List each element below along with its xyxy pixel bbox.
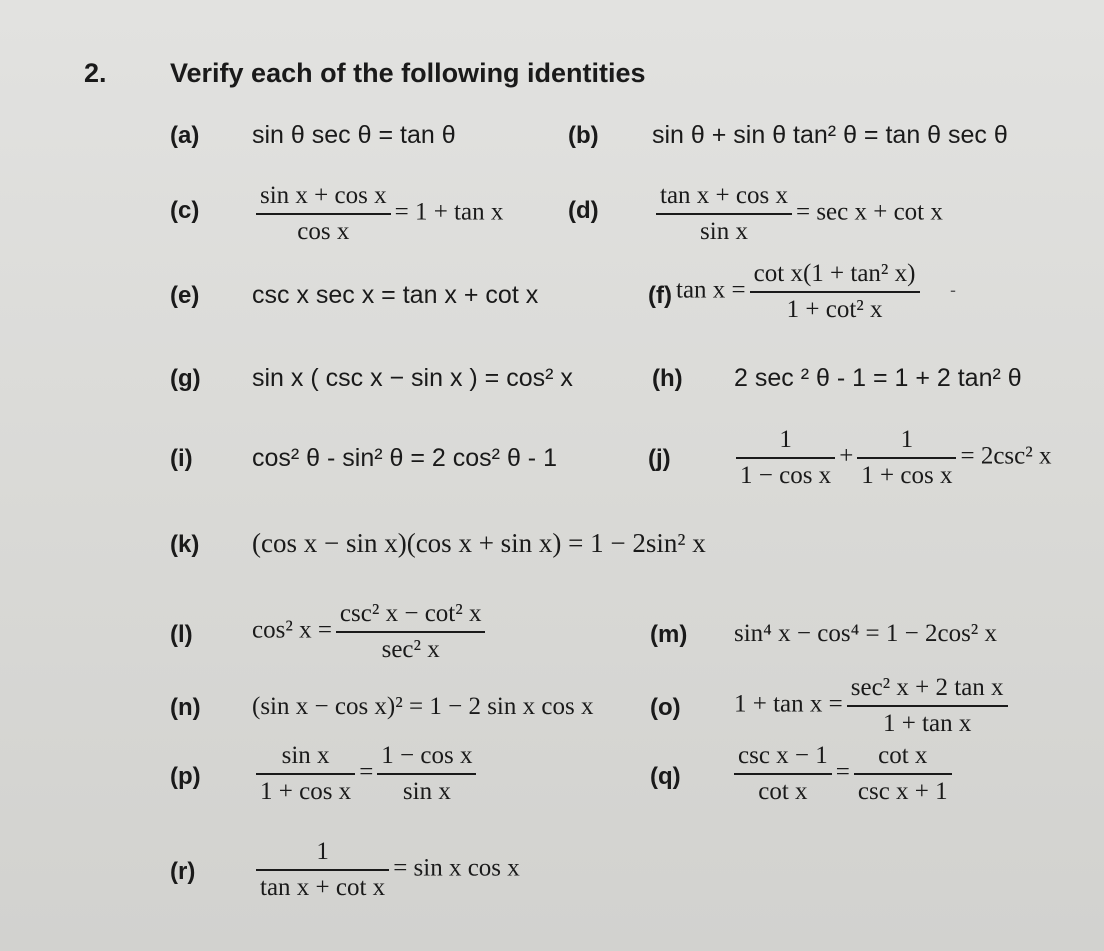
item-q-numerator-2: cot x: [854, 742, 952, 775]
item-p-denominator-1: 1 + cos x: [260, 778, 352, 805]
item-o-denominator: 1 + tan x: [882, 710, 972, 737]
item-q-numerator-1: csc x − 1: [734, 742, 832, 775]
item-o-fraction: [847, 674, 1008, 738]
item-p-label: (p): [170, 763, 201, 790]
problem-number: 2.: [84, 58, 107, 88]
item-h-equation: 2 sec ² θ - 1 = 1 + 2 tan² θ: [734, 364, 1022, 392]
item-j-equation: [732, 426, 1052, 490]
item-j-label: (j): [648, 445, 671, 472]
item-j-rhs: = 2csc² x: [960, 442, 1052, 470]
item-c-fraction: [256, 182, 391, 246]
item-o-equation: [734, 674, 1012, 738]
item-l-lhs: cos² x =: [252, 616, 332, 644]
item-r-equation: [252, 838, 520, 902]
item-i-label: (i): [170, 445, 193, 472]
item-f-label: (f): [648, 282, 672, 309]
item-a-equation: sin θ sec θ = tan θ: [252, 121, 456, 149]
item-c-denominator: cos x: [297, 218, 350, 245]
item-q-label: (q): [650, 763, 681, 790]
item-n-label: (n): [170, 694, 201, 721]
item-c-label: (c): [170, 197, 200, 224]
item-p-numerator-1: sin x: [256, 742, 355, 775]
item-r-numerator: 1: [256, 838, 389, 871]
item-q-fraction-1: [734, 742, 832, 806]
item-j-fraction-1: [736, 426, 835, 490]
item-i-equation: cos² θ - sin² θ = 2 cos² θ - 1: [252, 444, 557, 472]
item-d-equation: [652, 182, 943, 246]
item-l-equation: [252, 600, 489, 664]
item-o-lhs: 1 + tan x =: [734, 690, 843, 718]
item-r-label: (r): [170, 858, 196, 885]
item-c-equation: [252, 182, 503, 246]
item-r-rhs: = sin x cos x: [393, 854, 520, 882]
item-p-equals: =: [359, 758, 374, 786]
item-e-label: (e): [170, 282, 200, 309]
problem-title: Verify each of the following identities: [170, 58, 646, 88]
item-q-denominator-2: csc x + 1: [857, 778, 948, 805]
item-m-label: (m): [650, 621, 688, 648]
item-o-label: (o): [650, 694, 681, 721]
item-g-equation: sin x ( csc x − sin x ) = cos² x: [252, 364, 573, 392]
item-e-equation: csc x sec x = tan x + cot x: [252, 281, 539, 309]
item-c-rhs: = 1 + tan x: [394, 198, 504, 226]
item-b-label: (b): [568, 122, 599, 149]
item-j-denominator-2: 1 + cos x: [861, 462, 953, 489]
item-j-denominator-1: 1 − cos x: [740, 462, 832, 489]
item-r-fraction: [256, 838, 389, 902]
item-j-numerator-2: 1: [857, 426, 956, 459]
item-b-equation: sin θ + sin θ tan² θ = tan θ sec θ: [652, 121, 1008, 149]
item-d-rhs: = sec x + cot x: [795, 198, 943, 226]
item-j-plus: +: [839, 442, 854, 470]
stray-mark: -: [950, 280, 956, 300]
item-d-numerator: tan x + cos x: [656, 182, 792, 215]
item-d-denominator: sin x: [700, 218, 748, 245]
item-k-label: (k): [170, 531, 200, 558]
item-p-equation: [252, 742, 480, 806]
item-j-numerator-1: 1: [736, 426, 835, 459]
item-r-denominator: tan x + cot x: [260, 874, 386, 901]
item-k-equation: (cos x − sin x)(cos x + sin x) = 1 − 2sin² x: [252, 528, 706, 558]
item-g-label: (g): [170, 365, 201, 392]
item-d-fraction: [656, 182, 792, 246]
item-c-numerator: sin x + cos x: [256, 182, 391, 215]
item-m-equation: sin⁴ x − cos⁴ = 1 − 2cos² x: [734, 620, 998, 647]
item-f-fraction: [750, 260, 920, 324]
item-n-equation: (sin x − cos x)² = 1 − 2 sin x cos x: [252, 693, 594, 720]
item-q-equals: =: [835, 758, 850, 786]
item-p-denominator-2: sin x: [402, 778, 451, 805]
item-l-numerator: csc² x − cot² x: [336, 600, 486, 633]
item-p-fraction-1: [256, 742, 355, 806]
item-f-equation: [676, 260, 924, 324]
item-h-label: (h): [652, 365, 683, 392]
item-p-numerator-2: 1 − cos x: [377, 742, 476, 775]
item-j-fraction-2: [857, 426, 956, 490]
item-p-fraction-2: [377, 742, 476, 806]
item-o-numerator: sec² x + 2 tan x: [847, 674, 1008, 707]
item-f-denominator: 1 + cot² x: [786, 296, 883, 323]
item-f-numerator: cot x(1 + tan² x): [750, 260, 920, 293]
item-f-lhs: tan x =: [676, 276, 746, 304]
item-l-fraction: [336, 600, 486, 664]
item-a-label: (a): [170, 122, 200, 149]
item-q-denominator-1: cot x: [758, 778, 808, 805]
item-d-label: (d): [568, 197, 599, 224]
item-l-denominator: sec² x: [381, 636, 440, 663]
item-q-equation: [730, 742, 956, 806]
item-q-fraction-2: [854, 742, 952, 806]
item-l-label: (l): [170, 621, 193, 648]
